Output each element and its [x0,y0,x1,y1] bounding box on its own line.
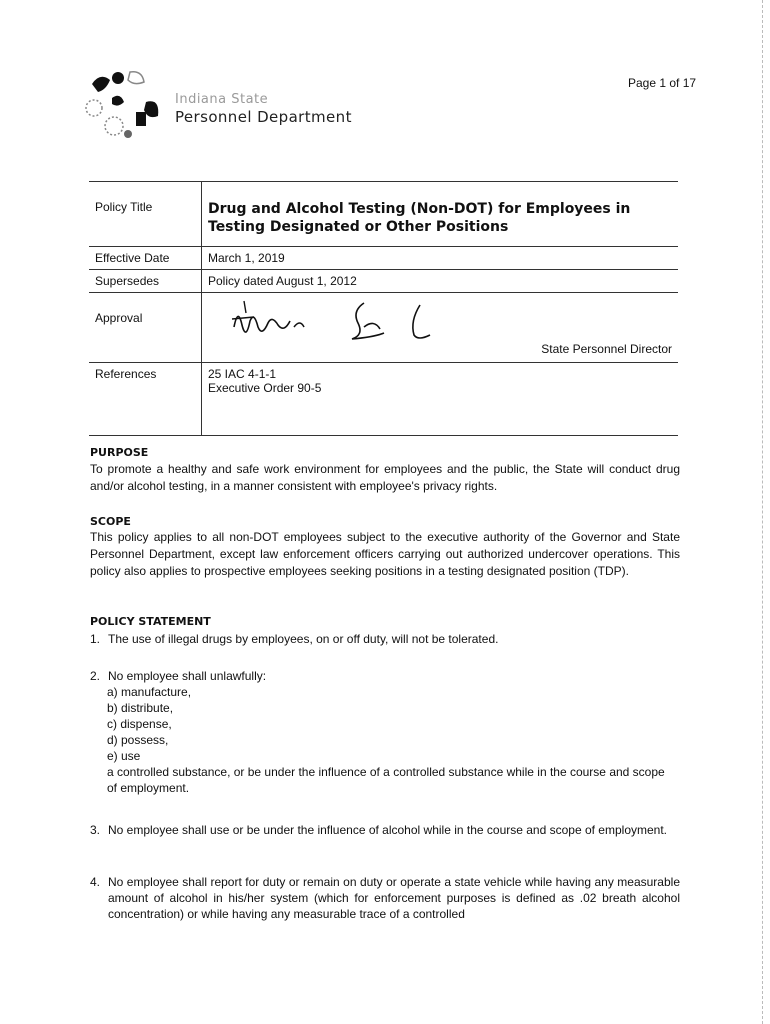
item-number: 3. [90,823,101,837]
page-edge-line [762,0,764,1024]
references-cell [202,363,679,436]
purpose-heading: PURPOSE [90,446,149,459]
approval-cell [202,293,679,363]
item-text: No employee shall report for duty or remain on duty or operate a state vehicle while having any measurable amount of alcohol in his/her system (which for enforcement purposes is defined as .02 breath alcohol concentration) or while having any measurable trace of a controlled [108,875,680,921]
policy-title: Drug and Alcohol Testing (Non-DOT) for Employees in Testing Designated or Other Positions [208,201,631,235]
supersedes-row [89,270,678,293]
policy-item-2 [90,668,680,796]
department-subtitle: Indiana State [175,92,269,107]
item-tail: a controlled substance, or be under the influence of a controlled substance while in the course and scope of employment. [107,765,665,795]
sub-item: e) use [107,749,141,763]
policy-title-cell [202,182,679,247]
page-number: Page 1 of 17 [628,76,697,90]
supersedes-value: Policy dated August 1, 2012 [202,270,679,293]
sub-item: a) manufacture, [107,685,192,699]
effective-date-value: March 1, 2019 [202,247,679,270]
policy-title-label: Policy Title [89,182,202,247]
policy-title-row [89,182,678,247]
scope-heading: SCOPE [90,515,131,528]
policy-item-3 [90,822,680,838]
sub-item: c) dispense, [107,717,172,731]
references-label: References [89,363,202,436]
supersedes-label: Supersedes [89,270,202,293]
reference-item: Executive Order 90-5 [208,381,322,395]
effective-date-label: Effective Date [89,247,202,270]
item-text: The use of illegal drugs by employees, on or off duty, will not be tolerated. [108,632,499,646]
reference-item: 25 IAC 4-1-1 [208,367,277,381]
department-logo [84,68,174,150]
approval-signer-title: State Personnel Director [541,342,672,356]
references-row [89,363,678,436]
effective-date-row [89,247,678,270]
policy-statement-heading: POLICY STATEMENT [90,615,211,628]
item-number: 1. [90,632,101,646]
policy-info-table [89,181,678,436]
sub-item: d) possess, [107,733,169,747]
item-number: 2. [90,669,101,683]
sub-item: b) distribute, [107,701,174,715]
approval-row [89,293,678,363]
approval-label: Approval [89,293,202,363]
purpose-text: To promote a healthy and safe work environment for employees and the public, the State will conduct drug and/or alcohol testing, in a manner consistent with employee's privacy rights. [90,462,680,493]
policy-item-1 [90,631,680,647]
item-intro: No employee shall unlawfully: [108,669,267,683]
department-name: Personnel Department [175,108,352,126]
scope-text: This policy applies to all non-DOT employees subject to the executive authority of the Governor and State Personnel Department, except law enforcement officers carrying out authorized undercover operations. This policy also applies to prospective employees seeking positions in a testing designated position (TDP). [90,530,680,578]
item-text: No employee shall use or be under the influence of alcohol while in the course and scope of employment. [108,823,668,837]
policy-item-4 [90,874,680,922]
signature-image [224,297,454,343]
item-number: 4. [90,875,101,889]
